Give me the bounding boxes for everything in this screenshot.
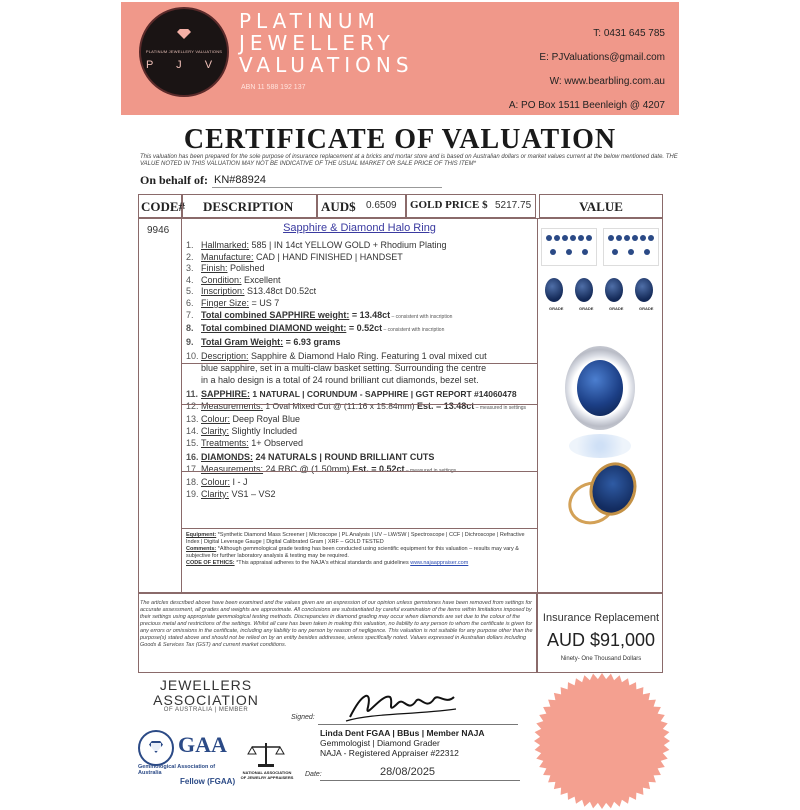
ring-top-view-photo <box>565 346 637 432</box>
scales-icon <box>246 740 286 768</box>
list-item: 3. Finish: Polished <box>186 263 265 274</box>
aud-label: AUD$ <box>321 199 356 214</box>
list-item: 13. Colour: Deep Royal Blue <box>186 414 301 425</box>
sapphire-report-photo <box>541 228 659 308</box>
sapphire-image <box>635 278 653 302</box>
contact-email[interactable]: E: PJValuations@gmail.com <box>539 52 665 63</box>
list-item: 9. Total Gram Weight: = 6.93 grams <box>186 336 341 347</box>
brand-line-2: JEWELLERY <box>239 31 395 55</box>
list-item: 18. Colour: I - J <box>186 477 248 488</box>
section-divider <box>181 528 537 529</box>
value-header-cell <box>539 194 663 218</box>
signer-role: Gemmologist | Diamond Grader <box>320 738 440 748</box>
naja-name: NATIONAL ASSOCIATION OF JEWELRY APPRAISERS <box>240 770 294 780</box>
brand-line-1: PLATINUM <box>239 9 380 33</box>
description-list <box>186 240 536 500</box>
aud-value: 0.6509 <box>366 200 397 211</box>
signer-registration: NAJA - Registered Appraiser #22312 <box>320 748 459 758</box>
logo-monogram: P J V <box>145 59 223 71</box>
item-code: 9946 <box>147 225 170 236</box>
list-item: 1. Hallmarked: 585 | IN 14ct YELLOW GOLD + Rhodium Plating <box>186 240 447 250</box>
list-item: 19. Clarity: VS1 – VS2 <box>186 488 276 499</box>
insurance-value-words: Ninety- One Thousand Dollars <box>560 656 642 662</box>
item-title: Sapphire & Diamond Halo Ring <box>283 222 436 234</box>
sapphire-image <box>575 278 593 302</box>
list-item: 14. Clarity: Slightly Included <box>186 425 298 436</box>
sapphire-image <box>545 278 563 302</box>
section-divider <box>181 471 537 472</box>
code-header-cell <box>138 194 186 218</box>
signer-details <box>320 728 485 758</box>
brand-line-3: VALUATIONS <box>239 53 414 77</box>
list-item-continued: in a halo design is a total of 24 round brilliant cut diamonds, bezel set. <box>201 374 479 385</box>
report-card <box>541 228 597 266</box>
behalf-value: KN#88924 <box>214 174 266 186</box>
sapphire-image <box>605 278 623 302</box>
gaa-logo-text: GAA <box>178 732 227 757</box>
section-divider <box>181 404 537 405</box>
gaa-fellow: Fellow (FGAA) <box>180 777 236 786</box>
valuation-date: 28/08/2025 <box>380 766 436 778</box>
list-item: 15. Treatments: 1+ Observed <box>186 437 303 448</box>
code-column <box>138 218 182 593</box>
list-item-continued: blue sapphire, set in a multi-claw basket setting. Surrounding the centre <box>201 362 487 373</box>
ethics-line: CODE OF ETHICS: *This appraisal adheres to the NAJA's ethical standards and guidelines www.najaappraiser.com <box>186 560 469 566</box>
insurance-value: AUD $91,000 <box>546 630 656 650</box>
list-item: 11. SAPPHIRE: 1 NATURAL | CORUNDUM - SAPPHIRE | GGT REPORT #14060478 <box>186 389 517 400</box>
signed-label: Signed: <box>291 714 315 721</box>
list-item: 16. DIAMONDS: 24 NATURALS | ROUND BRILLIANT CUTS <box>186 452 435 463</box>
report-card <box>603 228 659 266</box>
comments-line: Comments: *Although gemmological grade testing has been conducted using scientific equipment for this valuation – results may vary & subjective for further laboratory analysis & testing may be required. <box>186 546 519 559</box>
gold-price-value: 5217.75 <box>495 200 532 211</box>
pjv-logo <box>139 7 229 97</box>
list-item: 5. Inscription: S13.48ct D0.52ct <box>186 286 317 297</box>
gem-icon <box>177 29 191 39</box>
list-item: 6. Finger Size: = US 7 <box>186 297 280 308</box>
certificate-title: CERTIFICATE OF VALUATION <box>183 124 617 155</box>
list-item: 17. Measurements: 24 RBC @ (1.50mm) Est. = 0.52ct – measured in settings <box>186 463 457 474</box>
signer-name: Linda Dent FGAA | BBus | Member NAJA <box>320 728 485 738</box>
behalf-label: On behalf of: <box>140 173 209 187</box>
naja-link[interactable]: www.najaappraiser.com <box>410 560 469 566</box>
gold-price-label: GOLD PRICE $ <box>410 199 488 211</box>
equipment-line: Equipment: *Synthetic Diamond Mass Screener | Microscope | PL Analysis | UV – LW/SW | Spectroscope | CCF | Dichroscope | Refractive Index | Digital Leverage Gauge | Digital Calibrated Gram | XRF – GOLD TESTED <box>186 532 525 545</box>
list-item: 2. Manufacture: CAD | HAND FINISHED | HANDSET <box>186 251 403 262</box>
signature-line <box>318 724 518 725</box>
abn-number: ABN 11 588 192 137 <box>241 84 306 91</box>
contact-block <box>509 22 665 118</box>
aud-cell <box>317 194 406 218</box>
code-header: CODE# <box>141 199 186 214</box>
contact-website[interactable]: W: www.bearbling.com.au <box>549 76 665 87</box>
gold-price-cell <box>406 194 536 218</box>
ring-side-view-photo <box>568 462 638 522</box>
disclaimer-text: This valuation has been prepared for the sole purpose of insurance replacement at a bricks and mortar store and is based on Australian dollars or market values current at the below mentioned date. THE VALUE NOTED IN THIS VALUATION MAY NOT BE INDICATIVE OF THE USUAL MARKET OR SALE PRICE OF THIS ITEM* <box>140 154 678 167</box>
list-item: 7. Total combined SAPPHIRE weight: = 13.48ct – consistent with inscription <box>186 309 453 320</box>
jewellers-association-member: OF AUSTRALIA | MEMBER <box>163 707 249 713</box>
gaa-diamond-icon <box>138 730 174 766</box>
logo-small-text: PLATINUM JEWELLERY VALUATIONS <box>145 49 223 54</box>
date-label: Date: <box>305 771 322 778</box>
list-item: 12. Measurements: 1 Oval Mixed Cut @ (11.16 x 15.84mm) Est. = 13.48ct – measured in settings <box>186 400 527 411</box>
seal-stamp <box>533 672 671 810</box>
contact-phone: T: 0431 645 785 <box>593 28 665 39</box>
list-item: 4. Condition: Excellent <box>186 274 281 285</box>
date-line <box>320 780 520 781</box>
equipment-notes <box>186 532 536 567</box>
footnote-text: The articles described above have been examined and the values given are an expression of our opinion unless gemstones have been removed from settings for accurate assessment, all grades and weights are approximate. All conclusions are substantiated by careful examination of the items within limitations imposed by their settings using appropriate gemmological testing methods. Discrepancies in diamond grading may occur when diamonds are set due to the colour of the precious metal and restrictions of the settings. Whilst all care has been taken in making this valuation, no liability to any person to whom the certificate is given for any errors or omissions in the certificate, including any liability to any person by reason of negligence. This valuation is not suitable for any purpose other than the purpose(s) stated above and should not be relied on by an entity besides addressee, unless specifically noted. Values expressed in Australian dollars including Goods & Services Tax (GST) and current market conditions. <box>140 600 533 648</box>
brand-name <box>239 10 459 76</box>
section-divider <box>181 363 537 364</box>
list-item: 8. Total combined DIAMOND weight: = 0.52ct – consistent with inscription <box>186 323 445 334</box>
value-header: VALUE <box>579 199 623 214</box>
contact-address: A: PO Box 1511 Beenleigh @ 4207 <box>508 100 665 111</box>
gaa-full-name: Gemmological Association of Australia <box>138 764 216 776</box>
description-header: DESCRIPTION <box>203 199 294 214</box>
signature <box>342 683 462 725</box>
header-banner <box>121 2 679 115</box>
jewellers-association-logo: JEWELLERS ASSOCIATION <box>153 677 259 708</box>
desc-header-cell <box>182 194 317 218</box>
list-item: 10. Description: Sapphire & Diamond Halo Ring. Featuring 1 oval mixed cut <box>186 351 487 362</box>
insurance-label: Insurance Replacement <box>542 612 660 624</box>
behalf-underline <box>212 187 442 188</box>
